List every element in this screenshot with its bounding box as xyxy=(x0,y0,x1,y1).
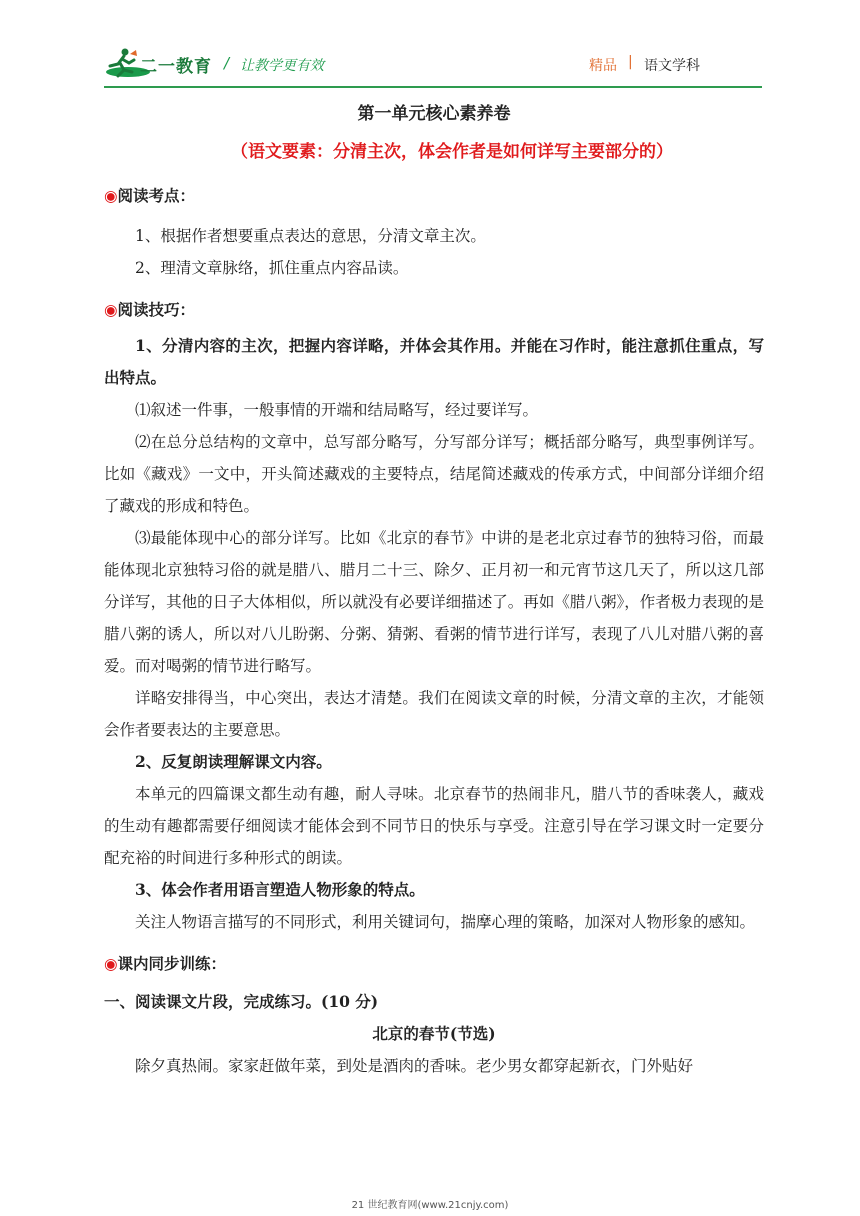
skill-3-paragraph: 关注人物语言描写的不同形式，利用关键词句，揣摩心理的策略，加深对人物形象的感知。 xyxy=(135,913,756,931)
page-footer: 21 世纪教育网(www.21cnjy.com) xyxy=(351,1200,509,1211)
skill-1-paragraph: ⑵在总分总结构的文章中，总写部分略写，分写部分详写；概括部分略写，典型事例详写。比如《藏戏》一文中，开头简述藏戏的主要特点，结尾简述藏戏的传承方式，中间部分详细介绍了藏戏的形成和特色。 xyxy=(104,433,764,515)
logo-text: 二一教育 xyxy=(140,57,212,77)
tag-quality: 精品 xyxy=(589,58,617,74)
bullet-icon: ◉ xyxy=(104,300,118,319)
document-body xyxy=(104,100,764,1082)
reading-point-1: 1、根据作者想要重点表达的意思，分清文章主次。 xyxy=(135,227,486,245)
bullet-icon: ◉ xyxy=(104,954,118,973)
passage-paragraph: 除夕真热闹。家家赶做年菜，到处是酒肉的香味。老少男女都穿起新衣，门外贴好 xyxy=(135,1057,694,1075)
tag-separator: | xyxy=(628,54,633,70)
bullet-icon: ◉ xyxy=(104,186,118,205)
section-heading-reading-skills: ◉阅读技巧： xyxy=(104,300,196,319)
skill-1-title: 1、分清内容的主次，把握内容详略，并体会其作用。并能在习作时，能注意抓住重点，写出特点。 xyxy=(104,336,764,387)
page-header xyxy=(0,0,860,90)
skill-2-paragraph: 本单元的四篇课文都生动有趣，耐人寻味。北京春节的热闹非凡，腊八节的香味袭人，藏戏的生动有趣都需要仔细阅读才能体会到不同节日的快乐与享受。注意引导在学习课文时一定要分配充裕的时间进行多种形式的朗读。 xyxy=(104,785,764,867)
reading-point-2: 2、理清文章脉络，抓住重点内容品读。 xyxy=(135,259,409,277)
skill-1-paragraph: ⑴叙述一件事，一般事情的开端和结局略写，经过要详写。 xyxy=(135,401,539,419)
section-heading-reading-points: ◉阅读考点： xyxy=(104,186,196,205)
skill-1-paragraph: ⑶最能体现中心的部分详写。比如《北京的春节》中讲的是老北京过春节的独特习俗，而最能体现北京独特习俗的就是腊八、腊月二十三、除夕、正月初一和元宵节这几天了，所以这几部分详写，其他的日子大体相似，所以就没有必要详细描述了。再如《腊八粥》，作者极力表现的是腊八粥的诱人，所以对八儿盼粥、分粥、猜粥、看粥的情节进行详写，表现了八儿对腊八粥的喜爱。而对喝粥的情节进行略写。 xyxy=(104,529,764,675)
skill-2-title: 2、反复朗读理解课文内容。 xyxy=(135,752,332,771)
slogan-separator: / xyxy=(224,54,230,72)
skill-3-title: 3、体会作者用语言塑造人物形象的特点。 xyxy=(135,880,425,899)
doc-subtitle: （语文要素：分清主次，体会作者是如何详写主要部分的） xyxy=(231,142,673,162)
section-heading-training: ◉课内同步训练： xyxy=(104,954,227,973)
skill-1-paragraph: 详略安排得当，中心突出，表达才清楚。我们在阅读文章的时候，分清文章的主次，才能领会作者要表达的主要意思。 xyxy=(104,689,764,739)
tag-subject: 语文学科 xyxy=(644,58,700,74)
header-divider xyxy=(104,86,762,88)
slogan: 让教学更有效 xyxy=(240,58,324,74)
passage-title: 北京的春节(节选) xyxy=(372,1024,496,1043)
doc-title: 第一单元核心素养卷 xyxy=(357,104,511,124)
exercise-part-1-title: 一、阅读课文片段，完成练习。(10 分) xyxy=(104,992,379,1011)
